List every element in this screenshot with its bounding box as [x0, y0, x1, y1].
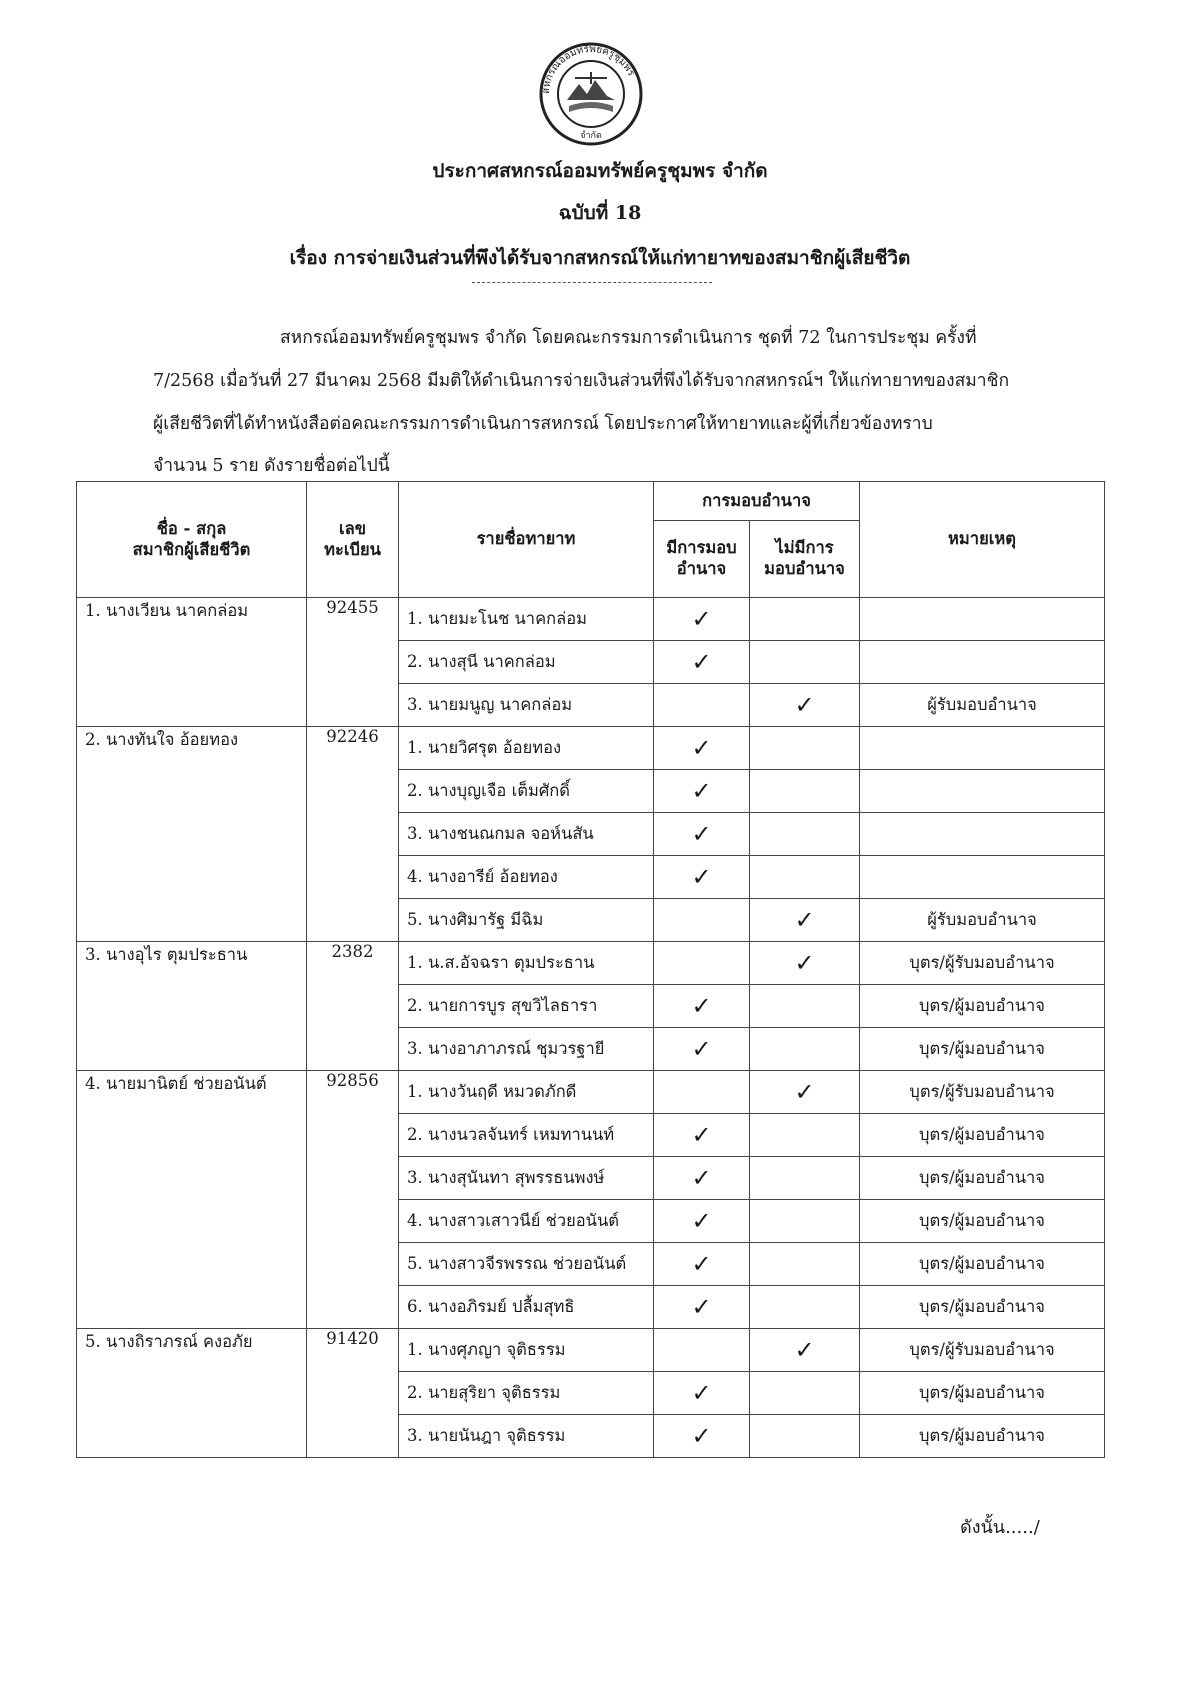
poa-yes-cell: [654, 641, 750, 684]
registration-number: 92455: [307, 598, 399, 727]
table-row: [77, 1329, 1105, 1372]
check-mark-icon: ✓: [691, 648, 712, 676]
heir-name: 1. นางศุภญา จุติธรรม: [399, 1329, 654, 1372]
body-line-1: สหกรณ์ออมทรัพย์ครูชุมพร จำกัด โดยคณะกรรมการดำเนินการ ชุดที่ 72 ในการประชุม ครั้งที่: [280, 328, 977, 348]
heir-name: 6. นางอภิรมย์ ปลื้มสุทธิ: [399, 1286, 654, 1329]
deceased-member-name: 2. นางทันใจ อ้อยทอง: [77, 727, 307, 942]
header-poa: การมอบอำนาจ: [654, 482, 860, 521]
remark: บุตร/ผู้มอบอำนาจ: [860, 985, 1105, 1028]
poa-yes-cell: [654, 899, 750, 942]
remark: [860, 856, 1105, 899]
poa-no-cell: [750, 1157, 860, 1200]
heir-name: 4. นางอารีย์ อ้อยทอง: [399, 856, 654, 899]
deceased-member-name: 3. นางอุไร ตุมประธาน: [77, 942, 307, 1071]
heir-name: 4. นางสาวเสาวนีย์ ช่วยอนันต์: [399, 1200, 654, 1243]
poa-yes-cell: [654, 1200, 750, 1243]
registration-number: 2382: [307, 942, 399, 1071]
poa-yes-cell: [654, 598, 750, 641]
poa-yes-cell: [654, 770, 750, 813]
deceased-member-name: 1. นางเวียน นาคกล่อม: [77, 598, 307, 727]
heir-name: 1. นายมะโนช นาคกล่อม: [399, 598, 654, 641]
check-mark-icon: ✓: [691, 992, 712, 1020]
poa-no-cell: [750, 1372, 860, 1415]
check-mark-icon: ✓: [691, 1379, 712, 1407]
remark: ผู้รับมอบอำนาจ: [860, 899, 1105, 942]
header-member: ชื่อ - สกุล สมาชิกผู้เสียชีวิต: [77, 482, 307, 598]
remark: บุตร/ผู้มอบอำนาจ: [860, 1372, 1105, 1415]
poa-no-cell: [750, 1200, 860, 1243]
heir-name: 2. นางนวลจันทร์ เหมทานนท์: [399, 1114, 654, 1157]
check-mark-icon: ✓: [794, 1336, 815, 1364]
check-mark-icon: ✓: [691, 1422, 712, 1450]
poa-yes-cell: [654, 813, 750, 856]
deceased-member-name: 4. นายมานิตย์ ช่วยอนันต์: [77, 1071, 307, 1329]
poa-no-cell: [750, 1286, 860, 1329]
heir-name: 3. นางอาภาภรณ์ ชุมวรฐายี: [399, 1028, 654, 1071]
remark: [860, 770, 1105, 813]
remark: บุตร/ผู้มอบอำนาจ: [860, 1028, 1105, 1071]
registration-number: 92856: [307, 1071, 399, 1329]
body-line-4: จำนวน 5 ราย ดังรายชื่อต่อไปนี้: [153, 456, 390, 476]
registration-number: 91420: [307, 1329, 399, 1458]
check-mark-icon: ✓: [691, 863, 712, 891]
check-mark-icon: ✓: [691, 605, 712, 633]
remark: ผู้รับมอบอำนาจ: [860, 684, 1105, 727]
remark: บุตร/ผู้มอบอำนาจ: [860, 1200, 1105, 1243]
check-mark-icon: ✓: [691, 1293, 712, 1321]
heir-name: 3. นางสุนันทา สุพรรธนพงษ์: [399, 1157, 654, 1200]
announcement-title: ประกาศสหกรณ์ออมทรัพย์ครูชุมพร จำกัด: [432, 160, 768, 182]
remark: บุตร/ผู้มอบอำนาจ: [860, 1415, 1105, 1458]
poa-no-cell: [750, 1329, 860, 1372]
remark: [860, 641, 1105, 684]
heir-name: 3. นางชนณกมล จอห์นสัน: [399, 813, 654, 856]
svg-text:จำกัด: จำกัด: [580, 131, 602, 141]
heir-name: 3. นายนันฎา จุติธรรม: [399, 1415, 654, 1458]
check-mark-icon: ✓: [691, 734, 712, 762]
svg-text:สหกรณ์ออมทรัพย์ครูชุมพร: สหกรณ์ออมทรัพย์ครูชุมพร: [540, 43, 637, 95]
check-mark-icon: ✓: [691, 777, 712, 805]
check-mark-icon: ✓: [691, 1035, 712, 1063]
poa-no-cell: [750, 1243, 860, 1286]
cooperative-seal-logo: [535, 38, 647, 150]
poa-no-cell: [750, 1028, 860, 1071]
poa-no-cell: [750, 899, 860, 942]
heir-name: 2. นางบุญเจือ เต็มศักดิ์: [399, 770, 654, 813]
check-mark-icon: ✓: [794, 906, 815, 934]
poa-no-cell: [750, 856, 860, 899]
poa-yes-cell: [654, 1415, 750, 1458]
poa-no-cell: [750, 942, 860, 985]
check-mark-icon: ✓: [691, 1250, 712, 1278]
poa-yes-cell: [654, 1071, 750, 1114]
remark: บุตร/ผู้รับมอบอำนาจ: [860, 1329, 1105, 1372]
remark: บุตร/ผู้มอบอำนาจ: [860, 1114, 1105, 1157]
heir-name: 2. นายสุริยา จุติธรรม: [399, 1372, 654, 1415]
poa-no-cell: [750, 770, 860, 813]
poa-yes-cell: [654, 1114, 750, 1157]
heirs-table: [76, 481, 1105, 1458]
poa-yes-cell: [654, 1243, 750, 1286]
heir-name: 1. น.ส.อัจฉรา ตุมประธาน: [399, 942, 654, 985]
heir-name: 5. นางสาวจีรพรรณ ช่วยอนันต์: [399, 1243, 654, 1286]
check-mark-icon: ✓: [794, 1078, 815, 1106]
remark: บุตร/ผู้มอบอำนาจ: [860, 1243, 1105, 1286]
remark: บุตร/ผู้มอบอำนาจ: [860, 1286, 1105, 1329]
heir-name: 3. นายมนูญ นาคกล่อม: [399, 684, 654, 727]
table-row: [77, 1071, 1105, 1114]
poa-yes-cell: [654, 942, 750, 985]
table-row: [77, 727, 1105, 770]
dashed-divider: [472, 282, 712, 283]
check-mark-icon: ✓: [691, 1164, 712, 1192]
remark: บุตร/ผู้รับมอบอำนาจ: [860, 1071, 1105, 1114]
poa-no-cell: [750, 1114, 860, 1157]
heir-name: 1. นางวันฤดี หมวดภักดี: [399, 1071, 654, 1114]
poa-no-cell: [750, 598, 860, 641]
check-mark-icon: ✓: [794, 949, 815, 977]
poa-no-cell: [750, 813, 860, 856]
poa-no-cell: [750, 641, 860, 684]
table-row: [77, 598, 1105, 641]
announcement-issue: ฉบับที่ 18: [558, 202, 642, 224]
heir-name: 2. นายการบูร สุขวิไลธารา: [399, 985, 654, 1028]
header-note: หมายเหตุ: [860, 482, 1105, 598]
check-mark-icon: ✓: [794, 691, 815, 719]
header-heirs: รายชื่อทายาท: [399, 482, 654, 598]
remark: [860, 727, 1105, 770]
poa-no-cell: [750, 684, 860, 727]
poa-yes-cell: [654, 1028, 750, 1071]
remark: บุตร/ผู้รับมอบอำนาจ: [860, 942, 1105, 985]
poa-no-cell: [750, 1415, 860, 1458]
poa-no-cell: [750, 1071, 860, 1114]
continuation-note: ดังนั้น...../: [960, 1517, 1040, 1538]
poa-yes-cell: [654, 1329, 750, 1372]
remark: [860, 598, 1105, 641]
registration-number: 92246: [307, 727, 399, 942]
check-mark-icon: ✓: [691, 1207, 712, 1235]
heir-name: 2. นางสุนี นาคกล่อม: [399, 641, 654, 684]
announcement-subject: เรื่อง การจ่ายเงินส่วนที่พึงได้รับจากสหกรณ์ให้แก่ทายาทของสมาชิกผู้เสียชีวิต: [289, 247, 911, 269]
poa-yes-cell: [654, 985, 750, 1028]
remark: บุตร/ผู้มอบอำนาจ: [860, 1157, 1105, 1200]
body-line-2: 7/2568 เมื่อวันที่ 27 มีนาคม 2568 มีมติให้ดำเนินการจ่ายเงินส่วนที่พึงได้รับจากสหกรณ์ฯ ให้แก่ทายาทของสมาชิก: [153, 371, 1010, 391]
heir-name: 5. นางศิมารัฐ มีฉิม: [399, 899, 654, 942]
poa-no-cell: [750, 985, 860, 1028]
poa-yes-cell: [654, 1157, 750, 1200]
poa-yes-cell: [654, 1286, 750, 1329]
table-row: [77, 942, 1105, 985]
header-poa-no: ไม่มีการ มอบอำนาจ: [750, 521, 860, 598]
poa-yes-cell: [654, 1372, 750, 1415]
check-mark-icon: ✓: [691, 820, 712, 848]
poa-yes-cell: [654, 684, 750, 727]
header-regno: เลข ทะเบียน: [307, 482, 399, 598]
body-line-3: ผู้เสียชีวิตที่ได้ทำหนังสือต่อคณะกรรมการดำเนินการสหกรณ์ โดยประกาศให้ทายาทและผู้ที่เกี่ยวข้องทราบ: [153, 414, 933, 434]
remark: [860, 813, 1105, 856]
header-poa-yes: มีการมอบ อำนาจ: [654, 521, 750, 598]
heir-name: 1. นายวิศรุต อ้อยทอง: [399, 727, 654, 770]
check-mark-icon: ✓: [691, 1121, 712, 1149]
poa-no-cell: [750, 727, 860, 770]
poa-yes-cell: [654, 856, 750, 899]
poa-yes-cell: [654, 727, 750, 770]
deceased-member-name: 5. นางถิราภรณ์ คงอภัย: [77, 1329, 307, 1458]
